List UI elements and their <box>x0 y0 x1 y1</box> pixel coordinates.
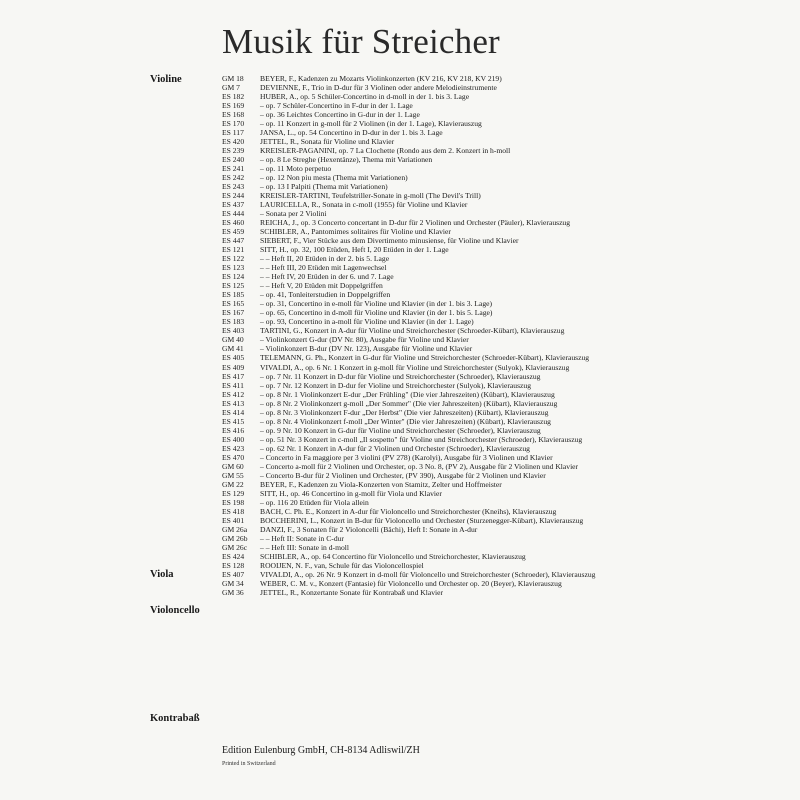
catalog-entry <box>222 74 792 83</box>
catalog-entry <box>222 390 792 399</box>
catalog-description: SCHIBLER, A., Pantomimes solitaires für Violine und Klavier <box>260 227 451 237</box>
catalog-entry <box>222 128 792 137</box>
catalog-code: ES 244 <box>222 191 245 201</box>
catalog-code: ES 167 <box>222 308 245 318</box>
catalog-description: – – Heft III, 20 Etüden mit Lagenwechsel <box>260 263 387 273</box>
catalog-description: – op. 65, Concertino in d-moll für Violine und Klavier (in der 1. bis 5. Lage) <box>260 308 493 318</box>
catalog-description: – op. 116 20 Etüden für Viola allein <box>260 497 369 507</box>
catalog-code: ES 447 <box>222 236 245 246</box>
catalog-entry <box>222 534 792 543</box>
catalog-entry <box>222 254 792 263</box>
catalog-entry <box>222 245 792 254</box>
catalog-code: GM 40 <box>222 335 244 345</box>
catalog-entry <box>222 480 792 489</box>
catalog-description: – – Heft V, 20 Etüden mit Doppelgriffen <box>260 281 383 291</box>
catalog-entry <box>222 110 792 119</box>
catalog-entry <box>222 101 792 110</box>
catalog-description: – Violinkonzert B-dur (DV Nr. 123), Ausgabe für Violine und Klavier <box>260 344 473 354</box>
catalog-code: ES 121 <box>222 245 245 255</box>
catalog-entry <box>222 173 792 182</box>
catalog-description: – Concerto in Fa maggiore per 3 violini (PV 278) (Karolyi), Ausgabe für 3 Violinen und Klavier <box>260 452 553 462</box>
catalog-code: ES 415 <box>222 416 245 426</box>
catalog-entry <box>222 453 792 462</box>
catalog-code: ES 185 <box>222 290 245 300</box>
catalog-description: DEVIENNE, F., Trio in D-dur für 3 Violinen oder andere Melodieinstrumente <box>260 83 497 93</box>
catalog-entry <box>222 516 792 525</box>
catalog-description: – op. 7 Schüler-Concertino in F-dur in der 1. Lage <box>260 101 413 111</box>
catalog-description: – op. 12 Non piu mesta (Thema mit Variationen) <box>260 173 408 183</box>
catalog-entry <box>222 417 792 426</box>
catalog-code: ES 459 <box>222 227 245 237</box>
catalog-entry <box>222 588 792 597</box>
catalog-entry <box>222 308 792 317</box>
catalog-code: GM 26a <box>222 524 248 534</box>
catalog-code: GM 34 <box>222 578 244 588</box>
catalog-code: ES 123 <box>222 263 245 273</box>
catalog-code: ES 407 <box>222 569 245 579</box>
catalog-code: ES 412 <box>222 389 245 399</box>
catalog-code: ES 413 <box>222 398 245 408</box>
section-label-viola: Viola <box>150 569 174 580</box>
catalog-entry <box>222 326 792 335</box>
catalog-description: TELEMANN, G. Ph., Konzert in G-dur für Violine und Streichorchester (Schroeder-Kübart), Klavierauszug <box>260 353 590 363</box>
catalog-description: – op. 11 Konzert in g-moll für 2 Violinen (in der 1. Lage), Klavierauszug <box>260 119 482 129</box>
catalog-code: ES 242 <box>222 173 245 183</box>
catalog-description: KREISLER-TARTINI, Teufelstriller-Sonate in g-moll (The Devil's Trill) <box>260 191 481 201</box>
catalog-code: ES 169 <box>222 101 245 111</box>
catalog-description: DANZI, F., 3 Sonaten für 2 Violoncelli (Bächi), Heft I: Sonate in A-dur <box>260 524 478 534</box>
catalog-code: GM 22 <box>222 479 244 489</box>
catalog-description: – Concerto B-dur für 2 Violinen und Orchester, (PV 390), Ausgabe für 2 Violinen und Klavier <box>260 470 546 480</box>
catalog-description: JANSA, L., op. 54 Concertino in D-dur in der 1. bis 3. Lage <box>260 128 443 138</box>
catalog-description: JETTEL, R., Konzertante Sonate für Kontrabaß und Klavier <box>260 587 444 597</box>
catalog-description: BEYER, F., Kadenzen zu Viola-Konzerten von Stamitz, Zelter und Hoffmeister <box>260 479 502 489</box>
catalog-description: SITT, H., op. 32, 100 Etüden, Heft I, 20 Etüden in der 1. Lage <box>260 245 449 255</box>
catalog-code: ES 405 <box>222 353 245 363</box>
catalog-description: JETTEL, R., Sonata für Violine und Klavier <box>260 137 395 147</box>
catalog-code: ES 117 <box>222 128 244 138</box>
catalog-code: ES 182 <box>222 92 245 102</box>
catalog-code: ES 401 <box>222 515 245 525</box>
catalog-entry <box>222 561 792 570</box>
catalog-description: – – Heft II: Sonate in C-dur <box>260 533 344 543</box>
catalog-description: – op. 36 Leichtes Concertino in G-dur in der 1. Lage <box>260 110 420 120</box>
catalog-code: ES 168 <box>222 110 245 120</box>
catalog-description: – – Heft III: Sonate in d-moll <box>260 542 349 552</box>
catalog-entry <box>222 83 792 92</box>
catalog-description: – op. 62 Nr. 1 Konzert in A-dur für 2 Violinen und Orchester (Schroeder), Klavierauszug <box>260 443 530 453</box>
catalog-description: – – Heft II, 20 Etüden in der 2. bis 5. Lage <box>260 254 390 264</box>
catalog-description: ROOIJEN, N. F., van, Schule für das Violoncellospiel <box>260 560 424 570</box>
catalog-code: ES 165 <box>222 299 245 309</box>
catalog-entry <box>222 263 792 272</box>
catalog-entry <box>222 372 792 381</box>
catalog-entry <box>222 543 792 552</box>
catalog-code: GM 60 <box>222 461 244 471</box>
catalog-entry <box>222 344 792 353</box>
catalog-entry <box>222 363 792 372</box>
catalog-entry <box>222 381 792 390</box>
catalog-description: – op. 7 Nr. 11 Konzert in D-dur für Violine und Streichorchester (Schroeder), Klavierauszug <box>260 371 541 381</box>
catalog-code: GM 18 <box>222 74 244 83</box>
catalog-code: ES 241 <box>222 164 245 174</box>
catalog-entry <box>222 272 792 281</box>
catalog-description: – – Heft IV, 20 Etüden in der 6. und 7. Lage <box>260 272 394 282</box>
catalog-entry <box>222 498 792 507</box>
catalog-entry <box>222 426 792 435</box>
catalog-code: ES 416 <box>222 425 245 435</box>
catalog-code: ES 414 <box>222 407 245 417</box>
catalog-entry <box>222 164 792 173</box>
catalog-entry <box>222 137 792 146</box>
catalog-entry <box>222 335 792 344</box>
catalog-entry <box>222 444 792 453</box>
catalog-entry <box>222 209 792 218</box>
section-label-violine: Violine <box>150 74 182 85</box>
catalog-code: ES 239 <box>222 146 245 156</box>
catalog-entry <box>222 227 792 236</box>
section-label-violoncello: Violoncello <box>150 605 200 616</box>
catalog-code: ES 124 <box>222 272 245 282</box>
catalog-code: ES 400 <box>222 434 245 444</box>
catalog-description: – Violinkonzert G-dur (DV Nr. 80), Ausgabe für Violine und Klavier <box>260 335 469 345</box>
catalog-code: GM 36 <box>222 587 244 597</box>
catalog-entry <box>222 146 792 155</box>
catalog-description: – op. 8 Le Streghe (Hexentänze), Thema mit Variationen <box>260 155 433 165</box>
catalog-description: REICHA, J., op. 3 Concerto concertant in D-dur für 2 Violinen und Orchester (Päuler), Klavierauszug <box>260 218 571 228</box>
catalog-code: ES 170 <box>222 119 245 129</box>
catalog-entry <box>222 489 792 498</box>
catalog-code: ES 240 <box>222 155 245 165</box>
catalog-code: ES 409 <box>222 362 245 372</box>
catalog-description: SIEBERT, F., Vier Stücke aus dem Divertimento minusiense, für Violine und Klavier <box>260 236 519 246</box>
catalog-code: GM 26c <box>222 542 248 552</box>
catalog-code: ES 125 <box>222 281 245 291</box>
catalog-entry <box>222 200 792 209</box>
catalog-description: – op. 13 I Palpiti (Thema mit Variationen) <box>260 182 388 192</box>
catalog-description: BACH, C. Ph. E., Konzert in A-dur für Violoncello und Streichorchester (Kneihs), Klavierauszug <box>260 506 557 516</box>
catalog-entry <box>222 408 792 417</box>
catalog-code: ES 403 <box>222 326 245 336</box>
catalog-code: ES 424 <box>222 551 245 561</box>
catalog-description: – op. 31, Concertino in e-moll für Violine und Klavier (in der 1. bis 3. Lage) <box>260 299 493 309</box>
catalog-description: BOCCHERINI, L., Konzert in B-dur für Violoncello und Orchester (Sturzenegger-Kübart), Klavierauszug <box>260 515 584 525</box>
catalog-entry <box>222 353 792 362</box>
catalog-description: BEYER, F., Kadenzen zu Mozarts Violinkonzerten (KV 216, KV 218, KV 219) <box>260 74 502 83</box>
catalog-description: SITT, H., op. 46 Concertino in g-moll für Viola und Klavier <box>260 488 442 498</box>
catalog-description: – Sonata per 2 Violini <box>260 209 327 219</box>
catalog-description: TARTINI, G., Konzert in A-dur für Violine und Streichorchester (Schroeder-Kübart), Klavierauszug <box>260 326 565 336</box>
catalog-code: ES 444 <box>222 209 245 219</box>
publisher-line: Edition Eulenburg GmbH, CH-8134 Adliswil/ZH <box>222 745 420 756</box>
catalog-entry <box>222 119 792 128</box>
catalog-entry <box>222 399 792 408</box>
catalog-code: ES 420 <box>222 137 245 147</box>
catalog-code: ES 423 <box>222 443 245 453</box>
catalog-description: KREISLER-PAGANINI, op. 7 La Clochette (Rondo aus dem 2. Konzert in h-moll <box>260 146 511 156</box>
catalog-entry <box>222 191 792 200</box>
catalog-description: – op. 9 Nr. 10 Konzert in G-dur für Violine und Streichorchester (Schroeder), Klavierauszug <box>260 425 541 435</box>
catalog-code: ES 470 <box>222 452 245 462</box>
catalog-list <box>222 74 792 597</box>
catalog-description: – op. 8 Nr. 3 Violinkonzert F-dur „Der Herbst" (Die vier Jahreszeiten) (Kübart), Klavierauszug <box>260 407 549 417</box>
catalog-entry <box>222 552 792 561</box>
page-title: Musik für Streicher <box>222 22 500 61</box>
catalog-description: WEBER, C. M. v., Konzert (Fantasie) für Violoncello und Orchester op. 20 (Beyer), Klavierauszug <box>260 578 562 588</box>
catalog-code: ES 411 <box>222 380 244 390</box>
catalog-entry <box>222 299 792 308</box>
catalog-entry <box>222 290 792 299</box>
catalog-entry <box>222 281 792 290</box>
catalog-description: – op. 8 Nr. 1 Violinkonzert E-dur „Der Frühling" (Die vier Jahreszeiten) (Kübart), Klavierauszug <box>260 389 555 399</box>
catalog-code: ES 460 <box>222 218 245 228</box>
catalog-entry <box>222 507 792 516</box>
catalog-description: VIVALDI, A., op. 6 Nr. 1 Konzert in g-moll für Violine und Streichorchester (Sulyok), Klavierauszug <box>260 362 570 372</box>
catalog-entry <box>222 462 792 471</box>
catalog-entry <box>222 525 792 534</box>
catalog-entry <box>222 218 792 227</box>
catalog-code: ES 243 <box>222 182 245 192</box>
catalog-description: – op. 93, Concertino in a-moll für Violine und Klavier (in der 1. Lage) <box>260 317 474 327</box>
catalog-description: – op. 11 Moto perpetuo <box>260 164 332 174</box>
catalog-entry <box>222 182 792 191</box>
catalog-code: ES 437 <box>222 200 245 210</box>
catalog-code: ES 128 <box>222 560 245 570</box>
catalog-code: GM 41 <box>222 344 244 354</box>
catalog-code: GM 55 <box>222 470 244 480</box>
catalog-entry <box>222 579 792 588</box>
catalog-description: – op. 41, Tonleiterstudien in Doppelgriffen <box>260 290 391 300</box>
catalog-entry <box>222 236 792 245</box>
catalog-code: ES 417 <box>222 371 245 381</box>
catalog-description: – op. 7 Nr. 12 Konzert in D-dur fer Violine und Streichorchester (Sulyok), Klavierauszug <box>260 380 532 390</box>
catalog-entry <box>222 92 792 101</box>
catalog-entry <box>222 471 792 480</box>
catalog-description: – op. 51 Nr. 3 Konzert in c-moll „Il sospetto" für Violine und Streichorchester (Schroeder), Klavierauszug <box>260 434 583 444</box>
catalog-description: HUBER, A., op. 5 Schüler-Concertino in d-moll in der 1. bis 3. Lage <box>260 92 470 102</box>
catalog-entry <box>222 435 792 444</box>
catalog-code: GM 26b <box>222 533 248 543</box>
printed-note: Printed in Switzerland <box>222 761 276 767</box>
catalog-code: ES 129 <box>222 488 245 498</box>
catalog-description: – op. 8 Nr. 2 Violinkonzert g-moll „Der Sommer" (Die vier Jahreszeiten) (Kübart), Klavierauszug <box>260 398 558 408</box>
catalog-description: – Concerto a-moll für 2 Violinen und Orchester, op. 3 No. 8, (PV 2), Ausgabe für 2 Violinen und Klavier <box>260 461 579 471</box>
catalog-description: SCHIBLER, A., op. 64 Concertino für Violoncello und Streichorchester, Klavierauszug <box>260 551 526 561</box>
catalog-entry <box>222 155 792 164</box>
catalog-description: VIVALDI, A., op. 26 Nr. 9 Konzert in d-moll für Violoncello und Streichorchester (Schroeder), Klavierauszug <box>260 569 596 579</box>
catalog-code: GM 7 <box>222 83 240 93</box>
catalog-entry <box>222 570 792 579</box>
catalog-entry <box>222 317 792 326</box>
catalog-code: ES 418 <box>222 506 245 516</box>
section-label-kontrabass: Kontrabaß <box>150 713 200 724</box>
catalog-description: LAURICELLA, R., Sonata in c-moll (1955) für Violine und Klavier <box>260 200 468 210</box>
catalog-code: ES 122 <box>222 254 245 264</box>
catalog-description: – op. 8 Nr. 4 Violinkonzert f-moll „Der Winter" (Die vier Jahreszeiten) (Kübart), Klavierauszug <box>260 416 551 426</box>
catalog-code: ES 198 <box>222 497 245 507</box>
catalog-code: ES 183 <box>222 317 245 327</box>
